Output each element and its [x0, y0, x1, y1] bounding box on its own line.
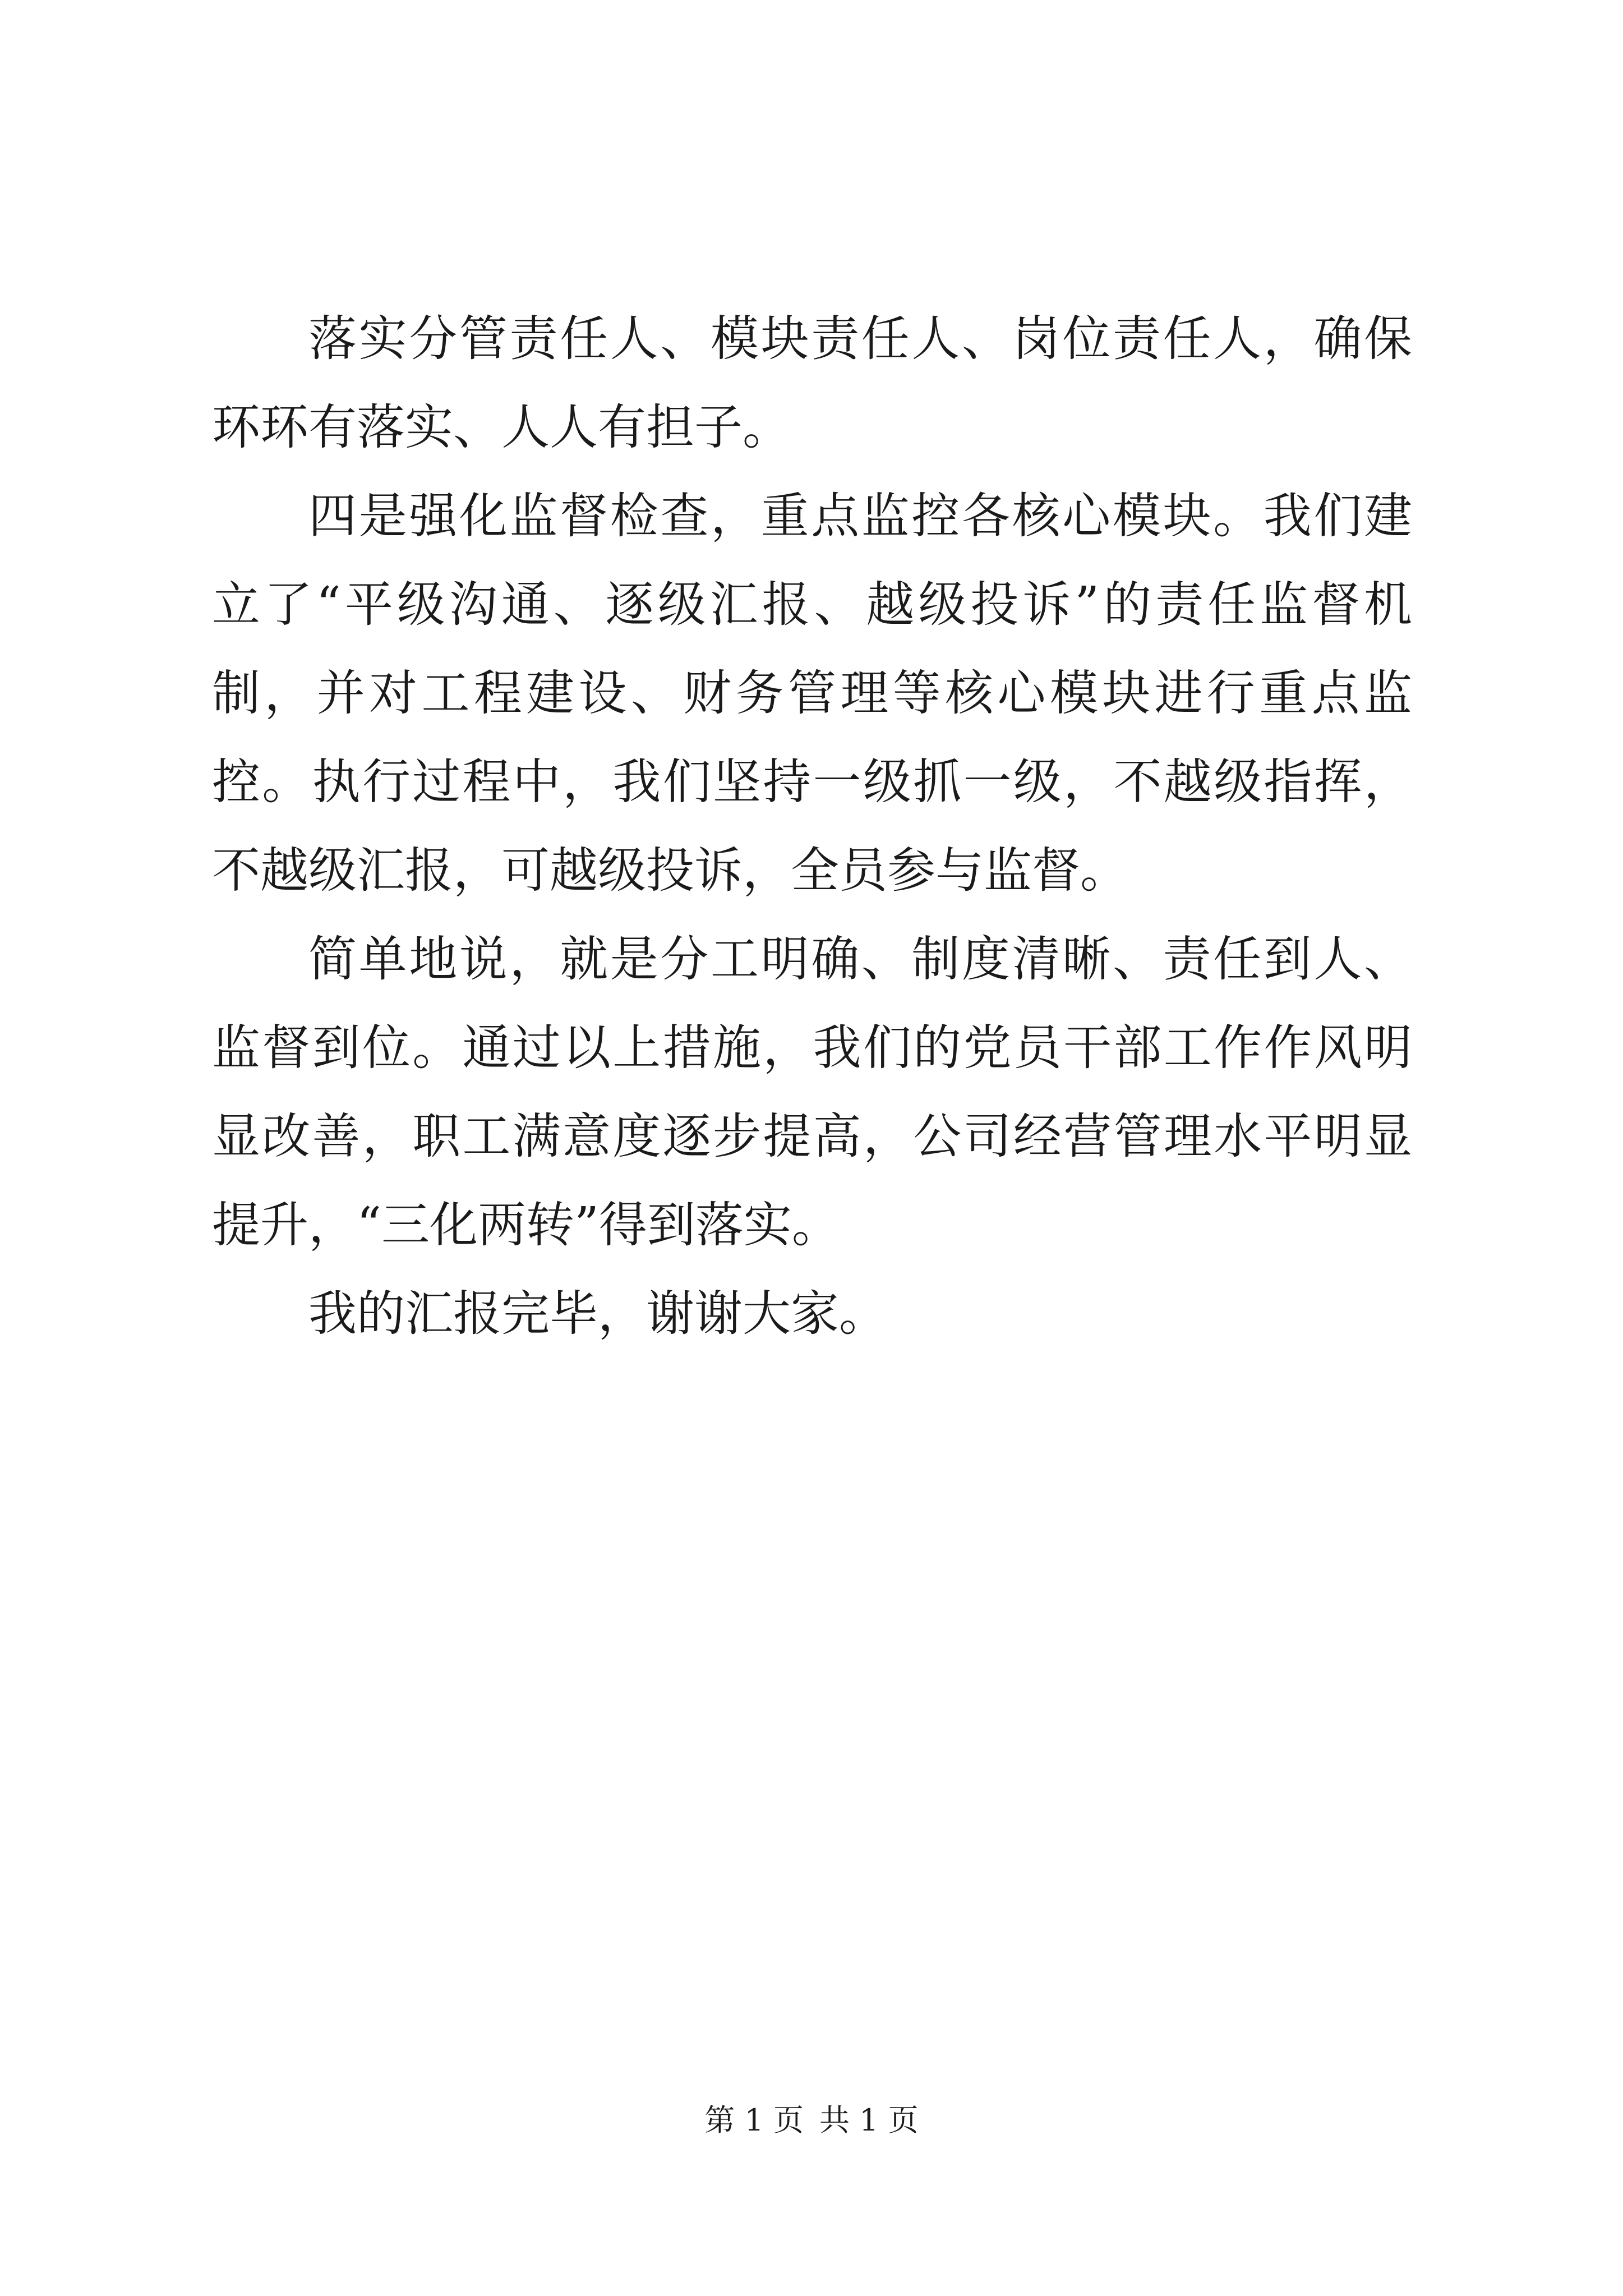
paragraph-responsibility: 落实分管责任人、模块责任人、岗位责任人，确保环环有落实、人人有担子。: [212, 311, 1412, 455]
page-number-total: 共 1 页: [819, 2102, 919, 2138]
paragraph-closing: 我的汇报完毕，谢谢大家。: [308, 1286, 887, 1342]
page-footer: [0, 2101, 1623, 2140]
paragraph-summary: 简单地说，就是分工明确、制度清晰、责任到人、监督到位。通过以上措施，我们的党员干部工作作风明显改善，职工满意度逐步提高，公司经营管理水平明显提升，“三化两转”得到落实。: [212, 931, 1412, 1253]
page-number-current: 第 1 页: [704, 2102, 804, 2138]
document-body: [212, 295, 1412, 1358]
paragraph-supervision: 四是强化监督检查，重点监控各核心模块。我们建立了“平级沟通、逐级汇报、越级投诉”的责任监督机制，并对工程建设、财务管理等核心模块进行重点监控。执行过程中，我们坚持一级抓一级，不越级指挥，不越级汇报，可越级投诉，全员参与监督。: [212, 488, 1412, 899]
